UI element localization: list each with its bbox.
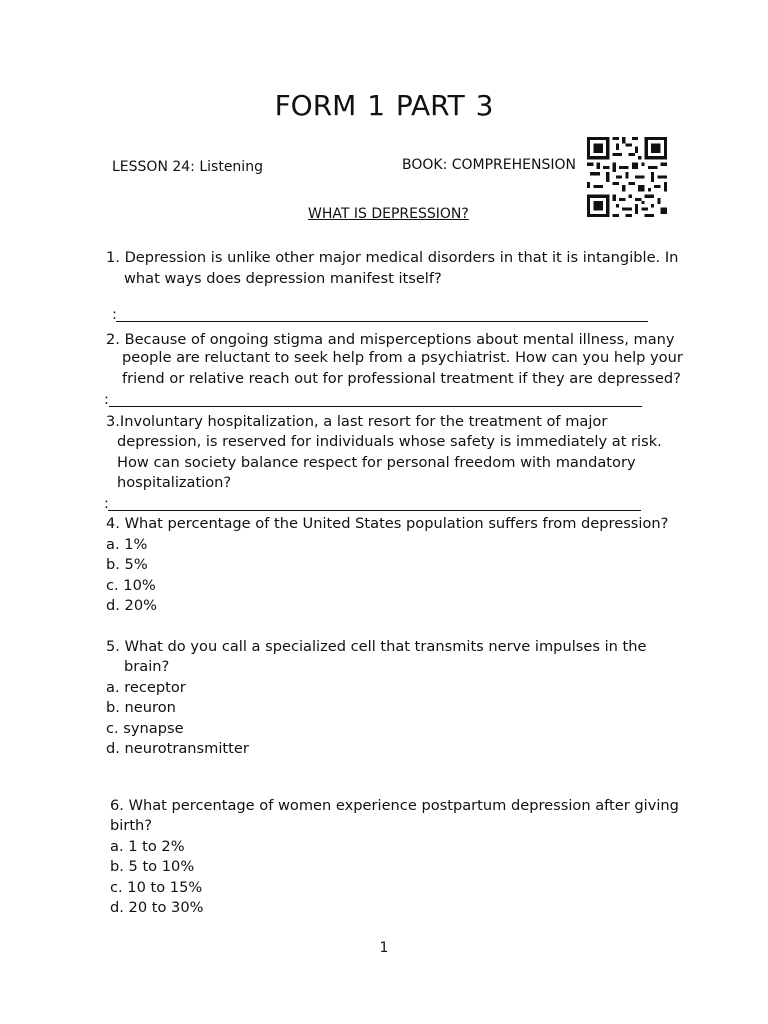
- question-3-line-2: depression, is reserved for individuals whose safety is immediately at risk.: [117, 433, 662, 450]
- question-2-line-2: people are reluctant to seek help from a psychiatrist. How can you help your: [122, 349, 683, 366]
- question-6-line-2: birth?: [110, 817, 153, 834]
- question-5-line-2: brain?: [124, 658, 170, 675]
- question-4-option-a: a. 1%: [106, 536, 148, 553]
- question-5-option-b: b. neuron: [106, 699, 176, 716]
- book-label: BOOK: COMPREHENSION: [402, 157, 576, 173]
- question-2-line-3: friend or relative reach out for professional treatment if they are depressed?: [122, 370, 681, 387]
- question-5-option-d: d. neurotransmitter: [106, 740, 249, 757]
- lesson-label: LESSON 24: Listening: [112, 159, 263, 175]
- question-3-line-3: How can society balance respect for personal freedom with mandatory: [117, 454, 636, 471]
- answer-line-1[interactable]: [116, 321, 648, 322]
- answer-prefix-3: :: [104, 495, 109, 512]
- question-6-option-c: c. 10 to 15%: [110, 879, 203, 896]
- question-5-option-a: a. receptor: [106, 679, 186, 696]
- answer-line-2[interactable]: [109, 406, 642, 407]
- answer-line-3[interactable]: [108, 510, 641, 511]
- question-5-option-c: c. synapse: [106, 720, 184, 737]
- qr-code-icon: [587, 136, 667, 218]
- question-6-option-a: a. 1 to 2%: [110, 838, 185, 855]
- question-5-line-1: 5. What do you call a specialized cell that transmits nerve impulses in the: [106, 638, 647, 655]
- question-1-line-2: what ways does depression manifest itself?: [124, 270, 442, 287]
- question-4-option-d: d. 20%: [106, 597, 157, 614]
- question-6-option-b: b. 5 to 10%: [110, 858, 195, 875]
- answer-prefix-1: :: [112, 306, 117, 323]
- question-2-line-1: 2. Because of ongoing stigma and misperceptions about mental illness, many: [106, 331, 675, 348]
- question-6-option-d: d. 20 to 30%: [110, 899, 204, 916]
- page-title: FORM 1 PART 3: [274, 89, 494, 122]
- page-number: 1: [379, 940, 389, 956]
- question-4-option-c: c. 10%: [106, 577, 156, 594]
- question-4-option-b: b. 5%: [106, 556, 148, 573]
- question-1-line-1: 1. Depression is unlike other major medical disorders in that it is intangible. In: [106, 249, 679, 266]
- question-4-line-1: 4. What percentage of the United States population suffers from depression?: [106, 515, 669, 532]
- section-subtitle: WHAT IS DEPRESSION?: [308, 206, 469, 222]
- question-3-line-4: hospitalization?: [117, 474, 232, 491]
- question-3-line-1: 3.Involuntary hospitalization, a last resort for the treatment of major: [106, 413, 608, 430]
- answer-prefix-2: :: [104, 391, 109, 408]
- question-6-line-1: 6. What percentage of women experience postpartum depression after giving: [110, 797, 679, 814]
